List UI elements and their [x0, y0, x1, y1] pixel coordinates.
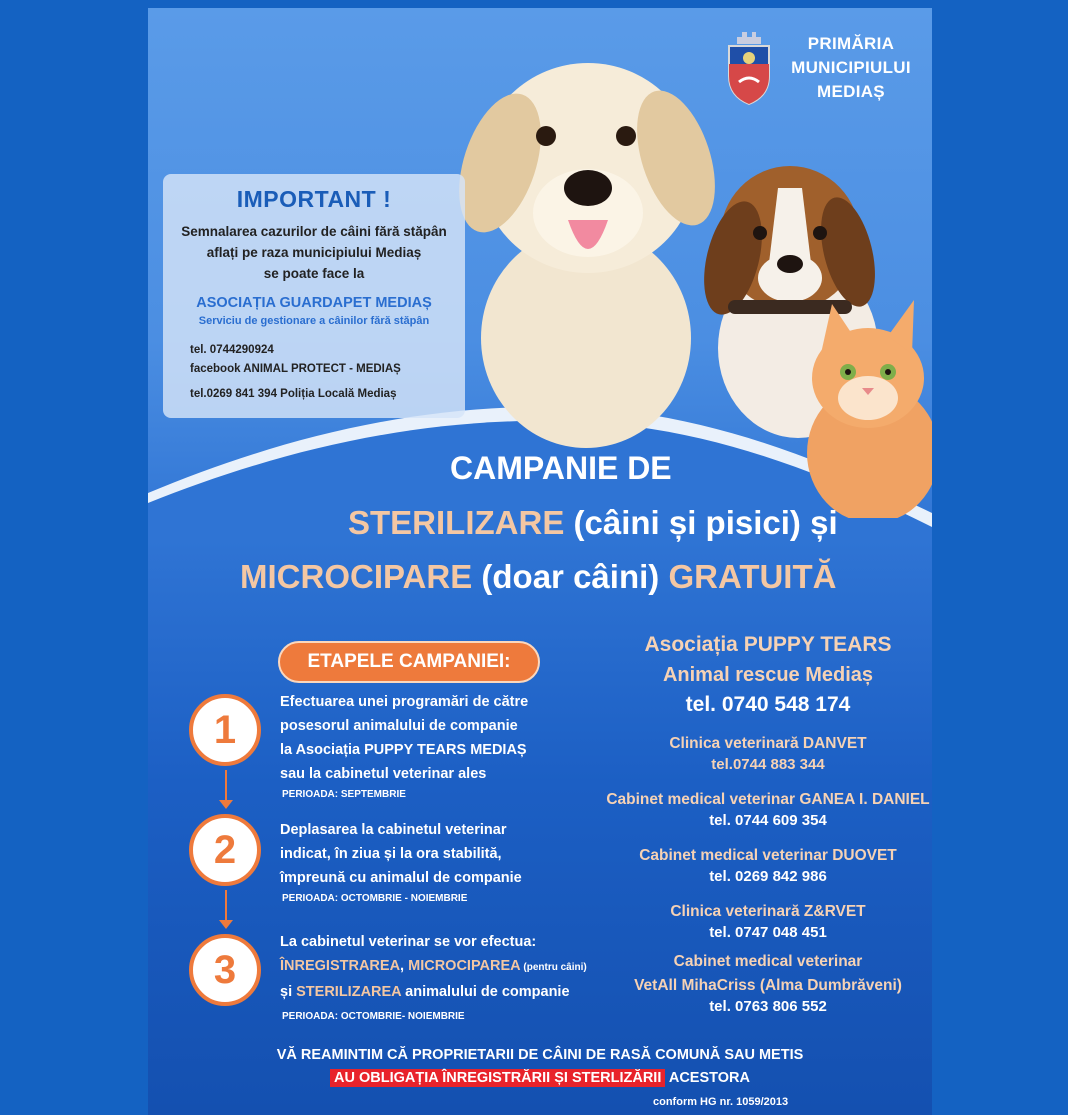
clinic-zrvet-type: Clinica veterinară: [670, 903, 804, 920]
pentru-caini-note: (pentru câini): [520, 962, 587, 973]
step-1-circle: 1: [189, 694, 261, 766]
municipality-line-3: MEDIAȘ: [817, 82, 885, 101]
coat-of-arms-icon: [725, 30, 773, 106]
campaign-poster: [148, 8, 932, 1115]
footer-legal-reference: conform HG nr. 1059/2013: [653, 1096, 789, 1108]
step-2-period: PERIOADA: OCTOMBRIE - NOIEMBRIE: [282, 893, 468, 904]
clinic-zrvet-name: [578, 902, 932, 922]
campaign-title-line-3: [240, 558, 836, 596]
clinic-danvet-title: DANVET: [802, 735, 867, 752]
campaign-title-line-2: [348, 504, 838, 542]
info-contacts: [163, 341, 465, 404]
step-2-line-2: indicat, în ziua și la ora stabilită,: [280, 846, 502, 862]
footer-obligation: [148, 1070, 932, 1086]
sterilizare-word: STERILIZARE: [348, 504, 565, 541]
step-2-line-3: împreună cu animalul de companie: [280, 870, 522, 886]
step-3-line-3a: și: [280, 984, 297, 1000]
clinic-duovet-tel: tel. 0269 842 986: [709, 868, 827, 885]
clinic-ganea-tel: tel. 0744 609 354: [709, 812, 827, 829]
step-3-comma: ,: [400, 958, 409, 974]
clinic-danvet-tel: tel.0744 883 344: [711, 756, 825, 773]
puppy-tears-name: PUPPY TEARS: [743, 633, 892, 656]
step-3-text: [280, 930, 610, 1024]
microciparea-word: MICROCIPAREA: [408, 958, 521, 974]
microcipare-rest: (doar câini): [472, 558, 669, 595]
pets-illustration: [448, 38, 932, 518]
clinic-duovet-title: DUOVET: [832, 847, 897, 864]
clinic-duovet-name: [578, 846, 932, 866]
cat-image: [807, 300, 932, 518]
clinic-ganea-type: Cabinet medical veterinar: [606, 791, 800, 808]
step-1-text: [280, 690, 580, 802]
clinic-danvet-type: Clinica veterinară: [669, 735, 803, 752]
contact-tel-1: tel. 0744290924: [190, 344, 274, 356]
step-3-circle: 3: [189, 934, 261, 1006]
microcipare-word: MICROCIPARE: [240, 558, 473, 595]
clinic-ganea-name: [578, 790, 932, 810]
info-text: [163, 221, 465, 284]
inregistrarea-word: ÎNREGISTRAREA: [280, 958, 401, 974]
clinic-ganea-title: GANEA I. DANIEL: [799, 791, 930, 808]
puppy-tears-prefix: Asociația: [644, 633, 744, 656]
municipality-line-1: PRIMĂRIA: [807, 34, 895, 53]
sterilizarea-word: STERILIZAREA: [296, 984, 402, 1000]
step-1-line-3: [280, 738, 580, 762]
step-3-line-3: [280, 980, 610, 1004]
obligation-rest: ACESTORA: [665, 1070, 750, 1086]
step-2-line-1: Deplasarea la cabinetul veterinar: [280, 822, 507, 838]
clinics-list: [578, 630, 932, 1018]
step-1-line-1: Efectuarea unei programări de către: [280, 694, 529, 710]
step-3-line-2: [280, 954, 610, 980]
municipality-line-2: MUNICIPIULUI: [791, 58, 911, 77]
important-info-box: [163, 174, 465, 418]
puppy-tears-subtitle: Animal rescue Mediaș: [662, 664, 874, 686]
puppy-tears-tel: tel. 0740 548 174: [685, 693, 851, 716]
step-2-text: [280, 818, 580, 906]
campaign-steps-label: ETAPELE CAMPANIEI:: [278, 641, 540, 683]
step-connector: [225, 770, 227, 800]
municipality-name: [776, 32, 926, 104]
arrow-down-icon: [219, 920, 233, 929]
step-2-circle: 2: [189, 814, 261, 886]
campaign-title-line-1: CAMPANIE DE: [450, 450, 672, 486]
step-1-line-2: posesorul animalului de companie: [280, 718, 518, 734]
clinic-vetall-type: Cabinet medical veterinar: [673, 953, 863, 970]
golden-retriever-image: [448, 63, 730, 448]
guardapet-association: ASOCIAȚIA GUARDAPET MEDIAȘ: [196, 295, 432, 311]
contact-facebook: facebook ANIMAL PROTECT - MEDIAȘ: [190, 363, 401, 375]
step-1-line-3b: PUPPY TEARS MEDIAȘ: [364, 742, 527, 758]
footer-reminder: VĂ REAMINTIM CĂ PROPRIETARII DE CÂINI DE RASĂ COMUNĂ SAU METIS: [276, 1047, 804, 1063]
clinic-danvet-name: [578, 734, 932, 754]
clinic-vetall-tel: tel. 0763 806 552: [709, 998, 827, 1015]
clinic-vetall-name: VetAll MihaCriss (Alma Dumbrăveni): [634, 977, 902, 994]
contact-tel-2: tel.0269 841 394 Poliția Locală Mediaș: [190, 388, 397, 400]
step-1-line-3a: la Asociația: [280, 742, 365, 758]
important-title: IMPORTANT !: [236, 186, 392, 212]
step-3-line-3c: animalului de companie: [401, 984, 570, 1000]
arrow-down-icon: [219, 800, 233, 809]
step-connector: [225, 890, 227, 920]
puppy-tears-line: [578, 630, 932, 660]
info-line-1: Semnalarea cazurilor de câini fără stăpân: [181, 224, 447, 239]
step-1-line-4: sau la cabinetul veterinar ales: [280, 766, 487, 782]
clinic-zrvet-tel: tel. 0747 048 451: [709, 924, 827, 941]
step-3-period: PERIOADA: OCTOMBRIE- NOIEMBRIE: [282, 1011, 465, 1022]
clinic-duovet-type: Cabinet medical veterinar: [639, 847, 833, 864]
gratuita-word: GRATUITĂ: [668, 558, 837, 595]
step-1-period: PERIOADA: SEPTEMBRIE: [282, 789, 406, 800]
guardapet-subtitle: Serviciu de gestionare a câinilor fără stăpân: [198, 315, 430, 327]
info-line-2: aflați pe raza municipiului Mediaș: [206, 245, 422, 260]
step-3-line-1: La cabinetul veterinar se vor efectua:: [280, 934, 537, 950]
info-line-3: se poate face la: [263, 266, 365, 281]
obligation-highlight: AU OBLIGAȚIA ÎNREGISTRĂRII ȘI STERLIZĂRII: [330, 1069, 665, 1087]
clinic-zrvet-title: Z&RVET: [803, 903, 866, 920]
sterilizare-rest: (câini și pisici) și: [564, 504, 838, 541]
